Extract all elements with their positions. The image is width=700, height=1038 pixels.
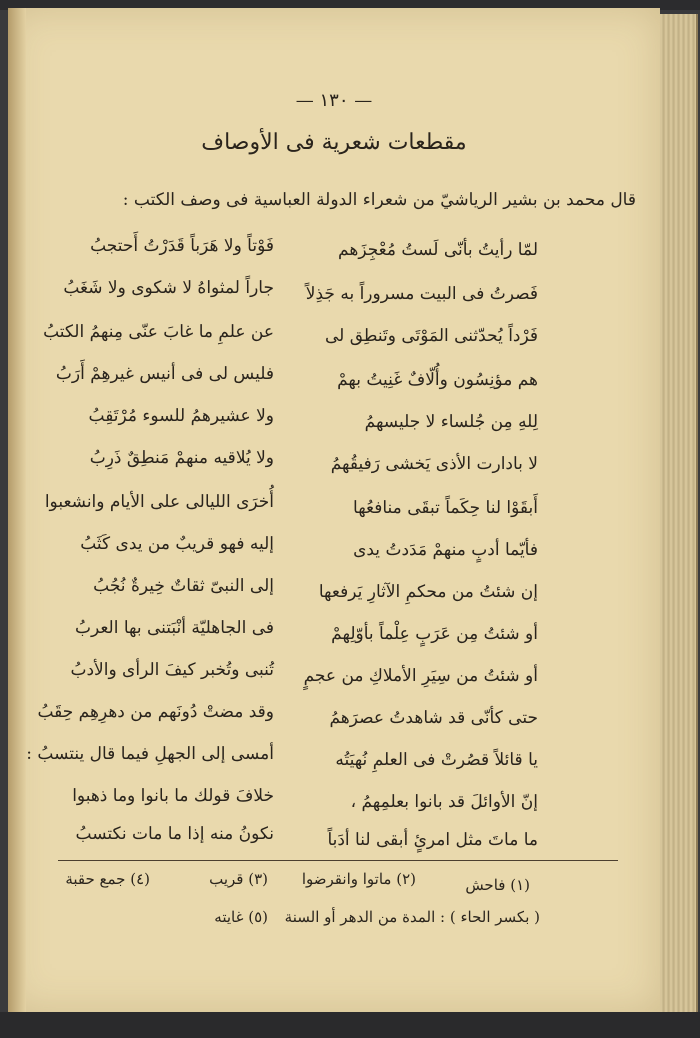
verse-right-hemistich: إن شئتُ من محكمِ الآثارِ يَرفعها bbox=[318, 582, 538, 602]
verse-left-hemistich: فليس لى فى أنيس غيرهِمْ أَرَبُ bbox=[55, 364, 274, 384]
verse-right-hemistich: فَرْداً يُحدّثنى المَوْتَى وتَنطِق لى bbox=[324, 326, 538, 346]
book-page bbox=[8, 8, 660, 1012]
verse-right-hemistich: لمّا رأيتُ بأنّى لَستُ مُعْجِزَهم bbox=[338, 240, 538, 260]
footnote: (١) فاحش bbox=[465, 876, 530, 894]
verse-right-hemistich: لا بادارت الأذى يَخشى رَفيقُهمُ bbox=[330, 454, 538, 474]
footnote: (٥) غايته bbox=[214, 908, 268, 926]
poem bbox=[8, 8, 660, 1012]
footnote: (٣) قريب bbox=[209, 870, 268, 888]
intro-line: قال محمد بن بشير الرياشيّ من شعراء الدولة العباسية فى وصف الكتب : bbox=[122, 190, 636, 210]
verse-right-hemistich: فأيّما أدبٍ منهمْ مَدَدتُ يدى bbox=[353, 540, 538, 560]
verse-left-hemistich: عن علمِ ما غابَ عنّى مِنهمُ الكتبُ bbox=[43, 322, 274, 342]
verse-right-hemistich: هم مؤنِسُون وأُلّافٌ غَنِيتُ بهمْ bbox=[337, 370, 538, 390]
verse-right-hemistich: فَصرتُ فى البيت مسروراً به جَذِلاً bbox=[305, 284, 538, 304]
verse-right-hemistich: أو شئتُ من سِيَرِ الأملاكِ من عجمٍ bbox=[303, 666, 538, 686]
footnote: ( بكسر الحاء ) : المدة من الدهر أو السنة bbox=[284, 908, 540, 926]
verse-left-hemistich: وقد مضتْ دُونَهم من دهرِهِم حِقَبُ bbox=[37, 702, 274, 722]
page-number: — ١٣٠ — bbox=[295, 90, 373, 111]
footnote-rule bbox=[58, 860, 618, 861]
footnote: (٢) ماتوا وانقرضوا bbox=[301, 870, 416, 888]
verse-left-hemistich: نكونُ منه إذا ما مات نكتسبُ bbox=[75, 824, 274, 844]
verse-left-hemistich: فى الجاهليّة أنْبَتنى بها العربُ bbox=[74, 618, 274, 638]
verse-left-hemistich: جاراً لمثواهُ لا شكوى ولا شَغَبُ bbox=[63, 278, 274, 298]
verse-right-hemistich: حتى كأنّى قد شاهدتُ عصرَهمُ bbox=[329, 708, 538, 728]
verse-left-hemistich: أمسى إلى الجهلِ فيما قال ينتسبُ : bbox=[26, 744, 274, 764]
verse-right-hemistich: لِلهِ مِن جُلساء لا جليسهمُ bbox=[364, 412, 538, 432]
verse-right-hemistich: أو شئتُ مِن عَرَبٍ عِلْماً بأوّلِهمْ bbox=[331, 624, 538, 644]
footnote: (٤) جمع حقبة bbox=[65, 870, 150, 888]
section-heading: مقطعات شعرية فى الأوصاف bbox=[201, 130, 467, 155]
verse-left-hemistich: تُنبى وتُخبر كيفَ الرأى والأدبُ bbox=[70, 660, 274, 680]
verse-right-hemistich: أَبقَوْا لنا حِكَماً تبقَى منافعُها bbox=[353, 498, 538, 518]
page-edges bbox=[660, 14, 698, 1012]
verse-left-hemistich: إليه فهو قريبٌ من يدى كَثَبُ bbox=[80, 534, 274, 554]
verse-left-hemistich: ولا عشيرهمُ للسوء مُرْتَقِبُ bbox=[88, 406, 274, 426]
verse-left-hemistich: ولا يُلاقيه منهمْ مَنطِقٌ ذَرِبُ bbox=[89, 448, 274, 468]
verse-right-hemistich: يا قائلاً قصُرتْ فى العلمِ نُهيَتُه bbox=[335, 750, 538, 770]
verse-right-hemistich: ما ماتَ مثل امرئٍ أبقى لنا أدَباً bbox=[327, 830, 538, 850]
verse-left-hemistich: إلى النبىّ ثقاتٌ خِيرةٌ نُجُبُ bbox=[93, 576, 274, 596]
verse-left-hemistich: أُخرَى الليالى على الأيام وانشعبوا bbox=[44, 492, 274, 512]
scan-background-bottom bbox=[0, 1012, 700, 1038]
verse-right-hemistich: إنّ الأوائلَ قد بانوا بعلمِهمُ ، bbox=[350, 792, 538, 812]
verse-left-hemistich: خلافَ قولك ما بانوا وما ذهبوا bbox=[72, 786, 274, 806]
verse-left-hemistich: فَوْتاً ولا هَرَباً قَدَرْتُ أَحتجبُ bbox=[90, 236, 274, 256]
